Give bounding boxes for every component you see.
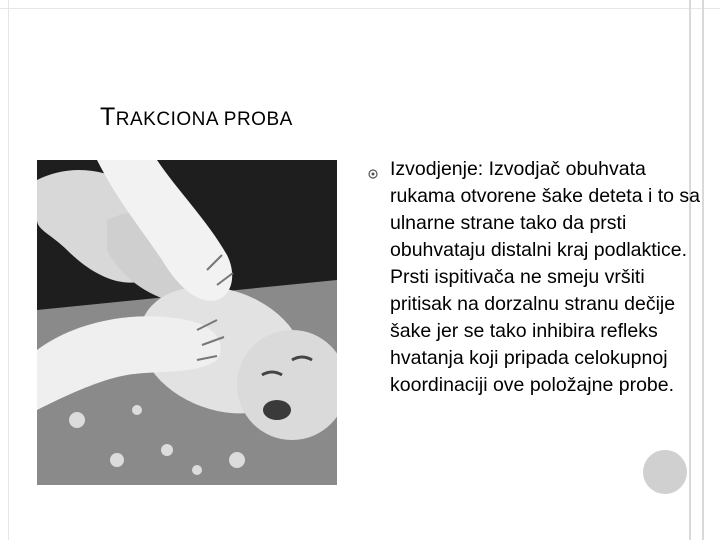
- frame-line-right-outer: [702, 0, 704, 540]
- title-rest-a: RAKCIONA: [115, 109, 218, 130]
- frame-line-left: [8, 0, 9, 540]
- newborn-photo: [37, 160, 337, 485]
- frame-line-top: [0, 8, 720, 9]
- bullet-text: Izvodjenje: Izvodjač obuhvata rukama otvorene šake deteta i to sa ulnarne strane tako da prsti obuhvataju distalni kraj podlaktice. Prsti ispitivača ne smeju vršiti pritisak na dorzalnu stranu dečije šake jer se tako inhibira refleks hvatanja koji pripada celokupnoj koordinaciji ove položajne probe.: [390, 158, 701, 396]
- circle-bullet-icon: [368, 166, 378, 176]
- title-rest-b: PROBA: [223, 109, 293, 130]
- photo-illustration: [37, 160, 337, 485]
- slide-title: [100, 103, 293, 132]
- title-first-letter: T: [100, 103, 116, 131]
- decorative-circle: [643, 450, 687, 494]
- bullet-list: [368, 156, 701, 399]
